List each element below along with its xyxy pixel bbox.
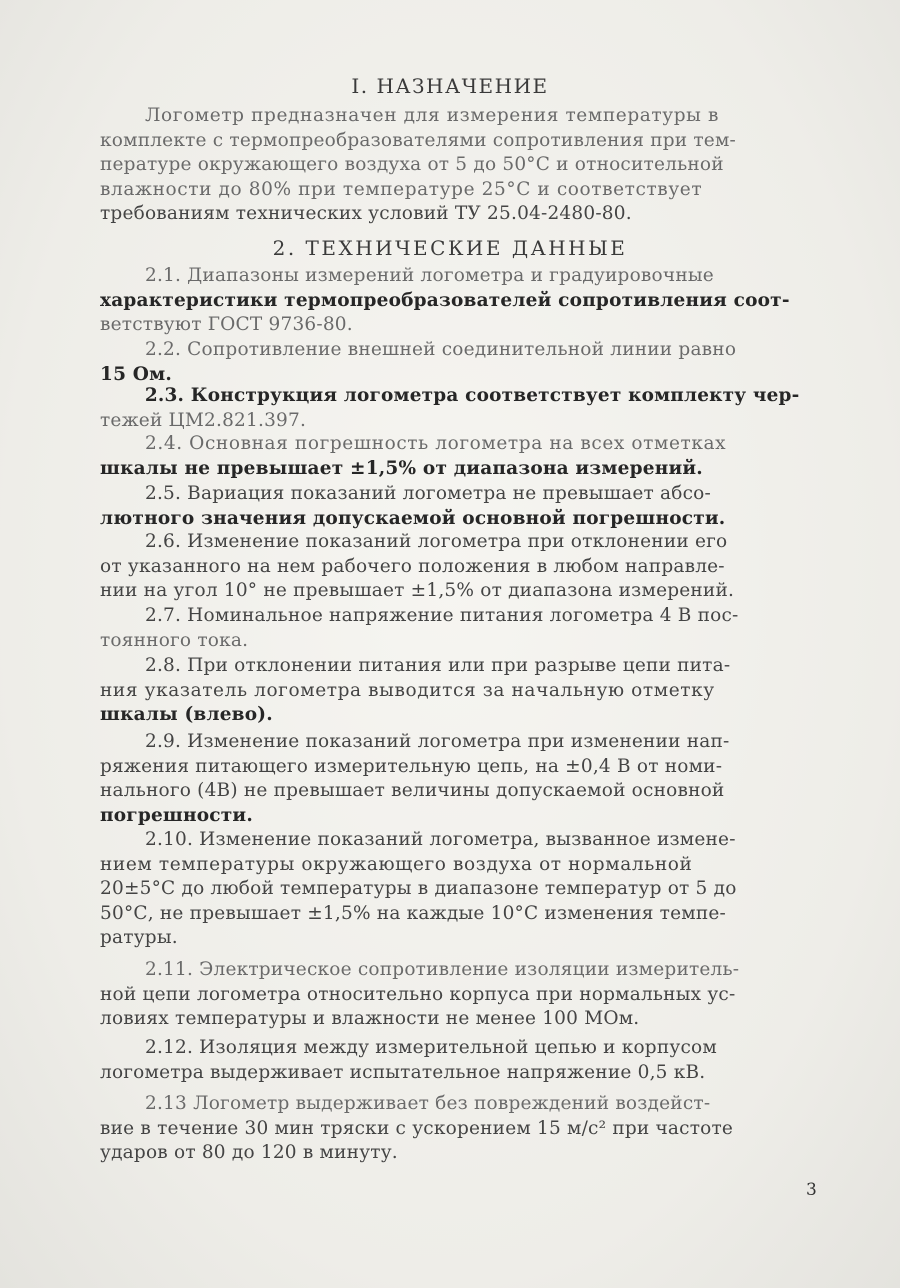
text-line: нием температуры окружающего воздуха от нормальной [100,853,693,875]
text-line: шкалы (влево). [100,704,273,725]
page-number: 3 [806,1180,817,1200]
item-2-13 [100,1092,800,1166]
text-line: 2.8. При отклонении питания или при разрыве цепи пита- [145,655,731,676]
item-2-8 [100,654,800,728]
text-line: влажности до 80% при температуре 25°С и соответствует [100,178,703,200]
text-line: тоянного тока. [100,629,249,651]
text-line: 20±5°С до любой температуры в диапазоне температур от 5 до [100,878,737,899]
text-line: 2.1. Диапазоны измерений логометра и градуировочные [145,265,714,286]
text-line: ветствуют ГОСТ 9736-80. [100,314,353,335]
text-line: 2.9. Изменение показаний логометра при изменении нап- [145,731,730,752]
text-line: 2.4. Основная погрешность логометра на всех отметках [145,433,727,454]
text-line: 2.2. Сопротивление внешней соединительной линии равно [145,339,737,360]
text-line: характеристики термопреобразователей сопротивления соот- [100,289,790,311]
text-line: тежей ЦМ2.821.397. [100,409,307,431]
text-line: ной цепи логометра относительно корпуса при нормальных ус- [100,983,736,1005]
item-2-10 [100,828,800,951]
text-line: 2.10. Изменение показаний логометра, вызванное измене- [145,829,736,850]
item-2-9 [100,730,800,828]
item-2-4 [100,432,800,481]
text-line: комплекте с термопреобразователями сопротивления при тем- [100,129,737,151]
text-line: 2.3. Конструкция логометра соответствует комплекту чер- [144,385,800,406]
item-2-5 [100,482,800,531]
text-line: 2.13 Логометр выдерживает без повреждений воздейст- [145,1093,711,1114]
text-line: 2.11. Электрическое сопротивление изоляции измеритель- [145,959,740,980]
text-line: 2.5. Вариация показаний логометра не превышает абсо- [145,483,711,504]
text-line: нии на угол 10° не превышает ±1,5% от диапазона измерений. [100,580,735,601]
text-line: нального (4В) не превышает величины допускаемой основной [100,780,725,801]
item-2-2 [100,338,800,387]
section-heading-purpose: I. НАЗНАЧЕНИЕ [351,74,549,98]
text-line: 50°С, не превышает ±1,5% на каждые 10°С изменения темпе- [100,902,726,924]
text-line: лютного значения допускаемой основной погрешности. [100,507,726,529]
item-2-12 [100,1036,800,1085]
text-line: ловиях температуры и влажности не менее 100 МОм. [100,1008,640,1029]
purpose-paragraph [100,104,800,227]
text-line: ния указатель логометра выводится за начальную отметку [100,679,715,701]
text-line: от указанного на нем рабочего положения в любом направле- [100,555,725,577]
item-2-7 [100,604,800,653]
section-heading-technical-data: 2. ТЕХНИЧЕСКИЕ ДАННЫЕ [272,236,628,260]
text-line: пературе окружающего воздуха от 5 до 50°С и относительной [100,154,724,175]
text-line: ратуры. [100,927,178,948]
item-2-1 [100,264,800,338]
text-line: требованиям технических условий ТУ 25.04-2480-80. [100,203,632,224]
text-line: ударов от 80 до 120 в минуту. [100,1142,398,1163]
text-line: 2.6. Изменение показаний логометра при отклонении его [145,531,728,552]
item-2-3 [100,384,800,433]
item-2-11 [100,958,800,1032]
text-line: вие в течение 30 мин тряски с ускорением 15 м/с² при частоте [100,1117,734,1139]
item-2-6 [100,530,800,604]
text-line: ряжения питающего измерительную цепь, на ±0,4 В от номи- [100,755,723,777]
text-line: логометра выдерживает испытательное напряжение 0,5 кВ. [100,1061,706,1083]
text-line: погрешности. [100,804,253,826]
text-line: 2.12. Изоляция между измерительной цепью и корпусом [145,1037,717,1058]
text-line: шкалы не превышает ±1,5% от диапазона измерений. [100,457,703,479]
text-line: 15 Ом. [100,363,173,385]
text-line: 2.7. Номинальное напряжение питания логометра 4 В пос- [145,605,739,626]
text-line: Логометр предназначен для измерения температуры в [145,105,719,126]
